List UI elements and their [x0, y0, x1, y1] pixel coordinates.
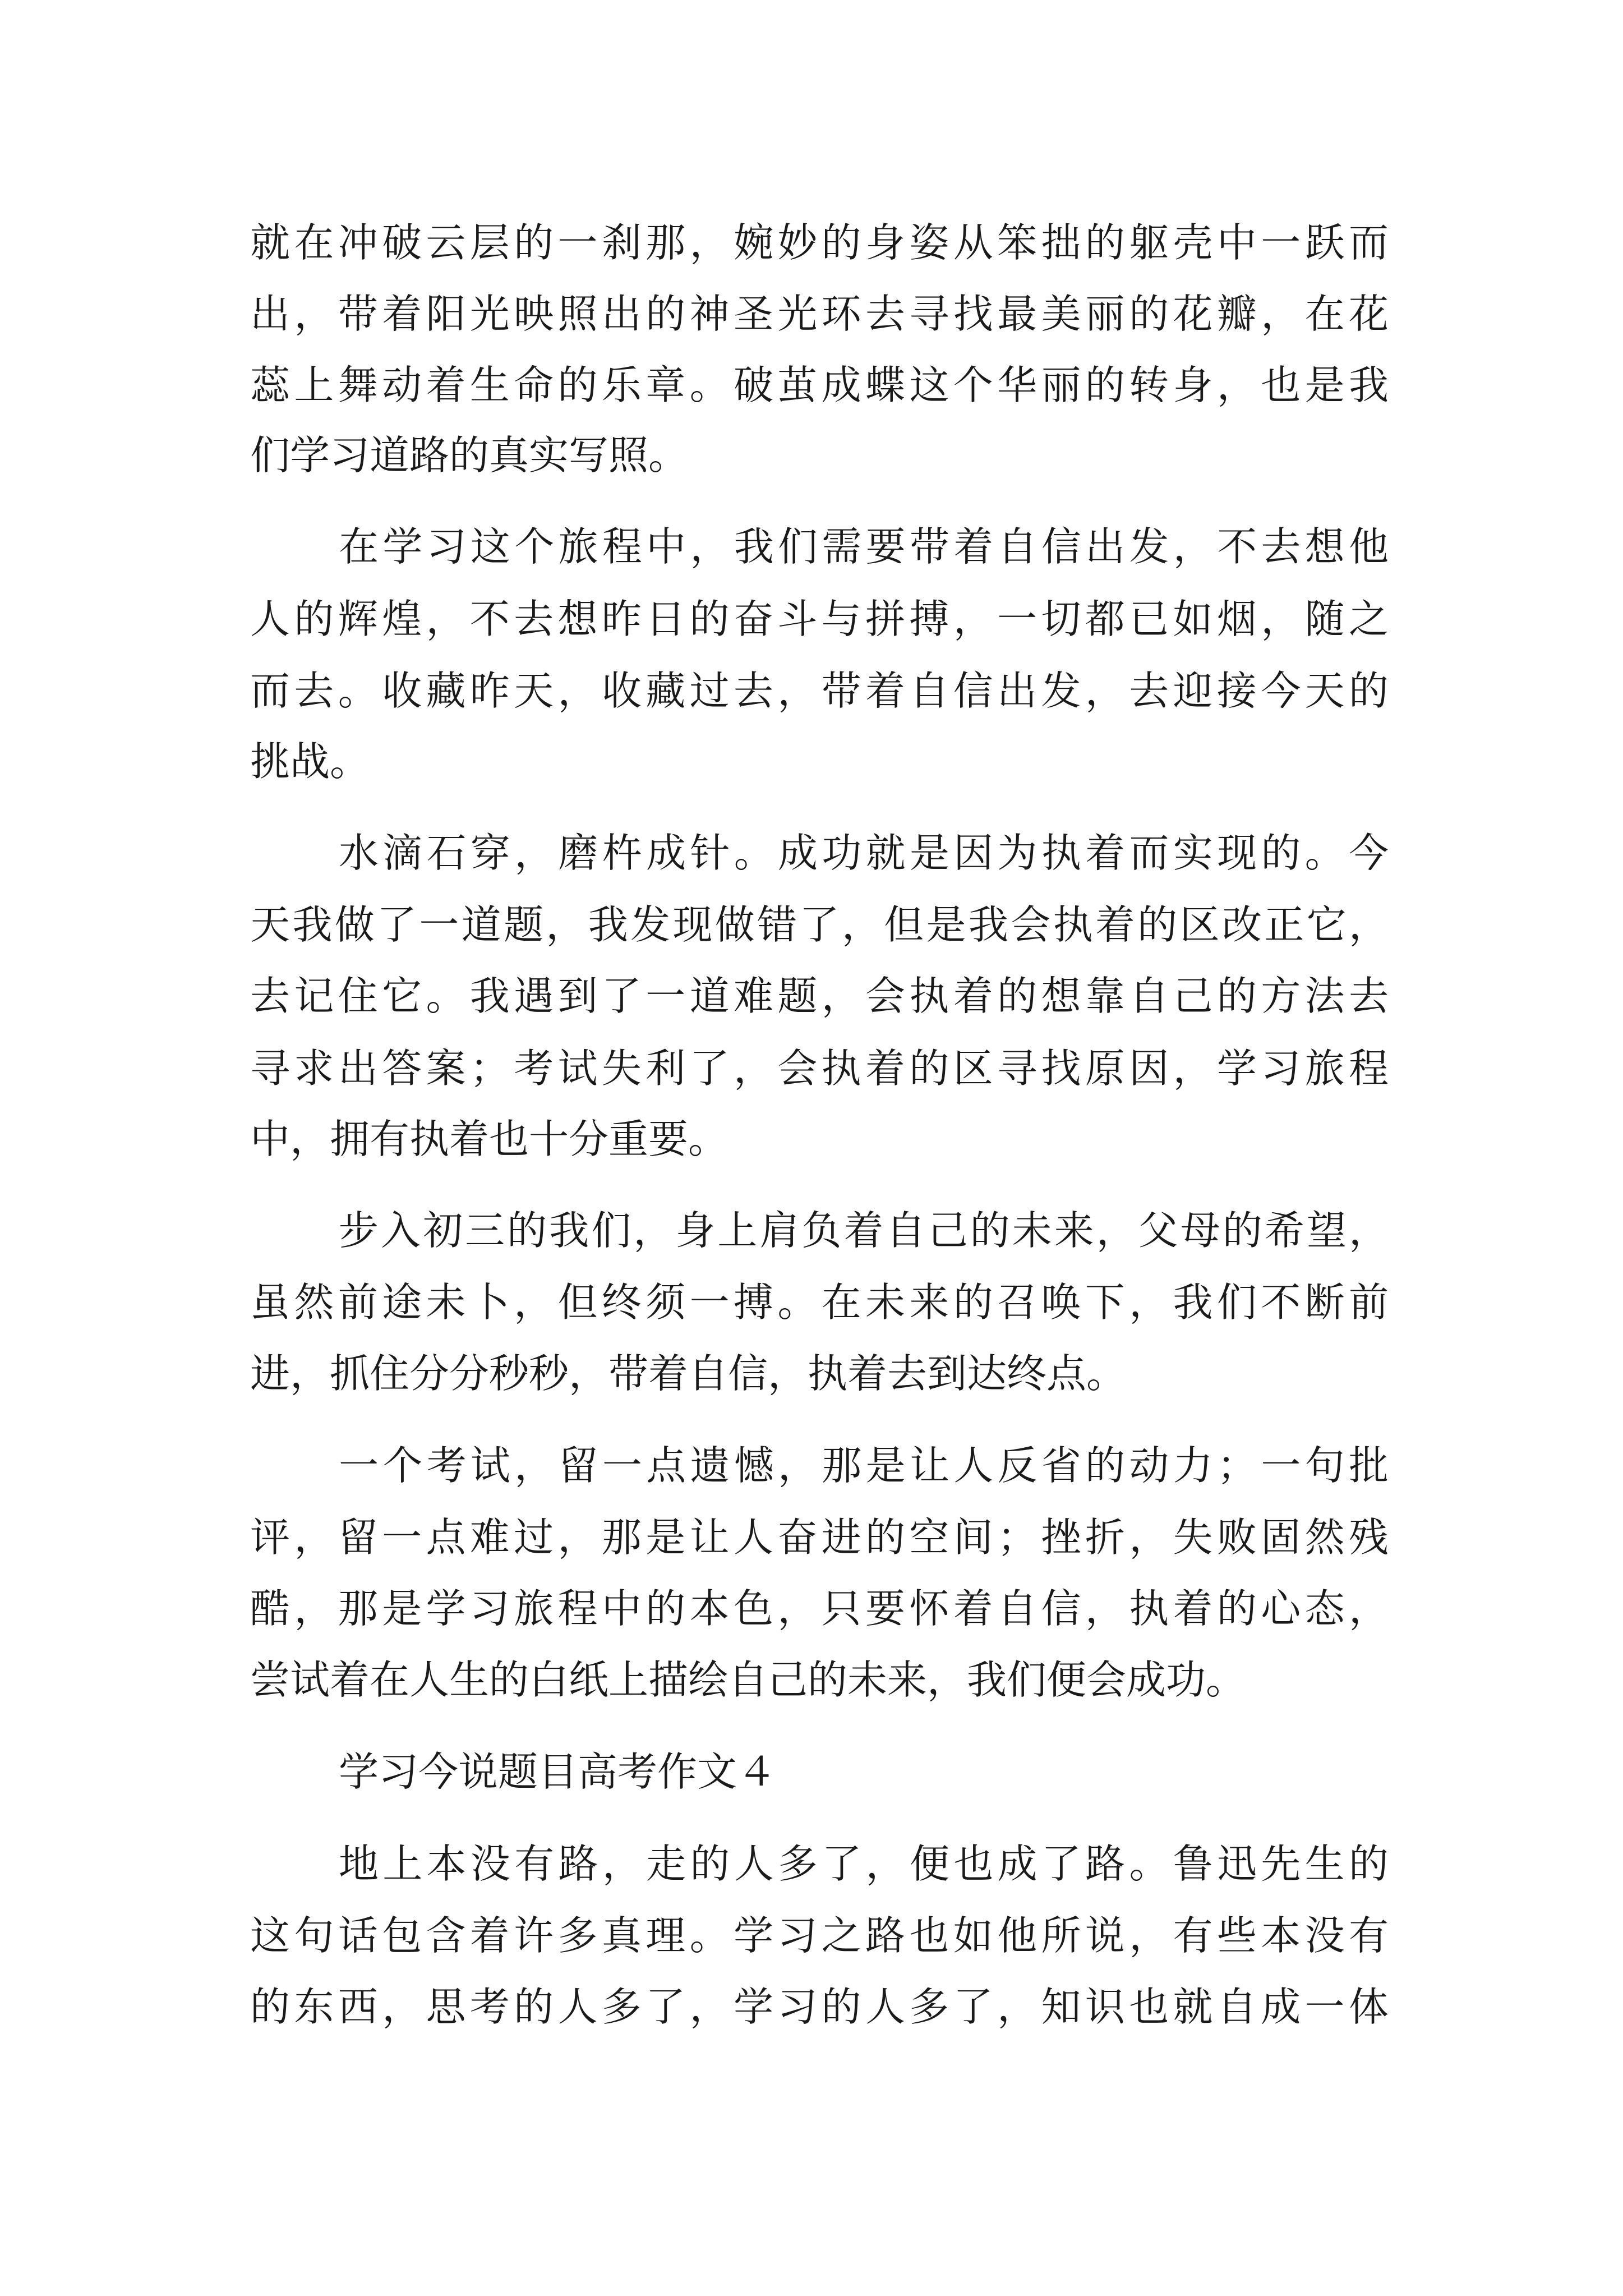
paragraph-6-line-1: 地上本没有路，走的人多了，便也成了路。鲁迅先生的 [339, 1841, 1389, 1887]
paragraph-1-line-2: 出，带着阳光映照出的神圣光环去寻找最美丽的花瓣，在花 [250, 291, 1389, 337]
paragraph-6-line-2: 这句话包含着许多真理。学习之路也如他所说，有些本没有 [250, 1912, 1389, 1959]
paragraph-3-line-2: 天我做了一道题，我发现做错了，但是我会执着的区改正它， [250, 901, 1389, 948]
paragraph-4-line-3: 进，抓住分分秒秒，带着自信，执着去到达终点。 [250, 1350, 1127, 1397]
paragraph-5-line-3: 酷，那是学习旅程中的本色，只要怀着自信，执着的心态， [250, 1585, 1389, 1632]
paragraph-3-line-4: 寻求出答案；考试失利了，会执着的区寻找原因，学习旅程 [250, 1045, 1389, 1092]
paragraph-1-line-4: 们学习道路的真实写照。 [250, 432, 689, 478]
paragraph-5-line-2: 评，留一点难过，那是让人奋进的空间；挫折，失败固然残 [250, 1514, 1389, 1561]
paragraph-5-line-1: 一个考试，留一点遗憾，那是让人反省的动力；一句批 [339, 1442, 1389, 1489]
paragraph-1-line-1: 就在冲破云层的一刹那，婉妙的身姿从笨拙的躯壳中一跃而 [250, 219, 1389, 266]
paragraph-4-line-2: 虽然前途未卜，但终须一搏。在未来的召唤下，我们不断前 [250, 1279, 1389, 1326]
paragraph-2-line-1: 在学习这个旅程中，我们需要带着自信出发，不去想他 [339, 523, 1389, 570]
section-heading: 学习今说题目高考作文４ [339, 1749, 777, 1795]
paragraph-1-line-3: 蕊上舞动着生命的乐章。破茧成蝶这个华丽的转身，也是我 [250, 362, 1389, 408]
paragraph-6-line-3: 的东西，思考的人多了，学习的人多了，知识也就自成一体 [250, 1984, 1389, 2030]
paragraph-3-line-3: 去记住它。我遇到了一道难题，会执着的想靠自己的方法去 [250, 973, 1389, 1019]
paragraph-3-line-1: 水滴石穿，磨杵成针。成功就是因为执着而实现的。今 [339, 830, 1389, 876]
paragraph-2-line-4: 挑战。 [250, 738, 370, 785]
paragraph-2-line-2: 人的辉煌，不去想昨日的奋斗与拼搏，一切都已如烟，随之 [250, 596, 1389, 642]
paragraph-5-line-4: 尝试着在人生的白纸上描绘自己的未来，我们便会成功。 [250, 1657, 1246, 1703]
paragraph-2-line-3: 而去。收藏昨天，收藏过去，带着自信出发，去迎接今天的 [250, 668, 1389, 714]
paragraph-3-line-5: 中，拥有执着也十分重要。 [250, 1116, 728, 1162]
paragraph-4-line-1: 步入初三的我们，身上肩负着自己的未来，父母的希望， [339, 1207, 1389, 1254]
